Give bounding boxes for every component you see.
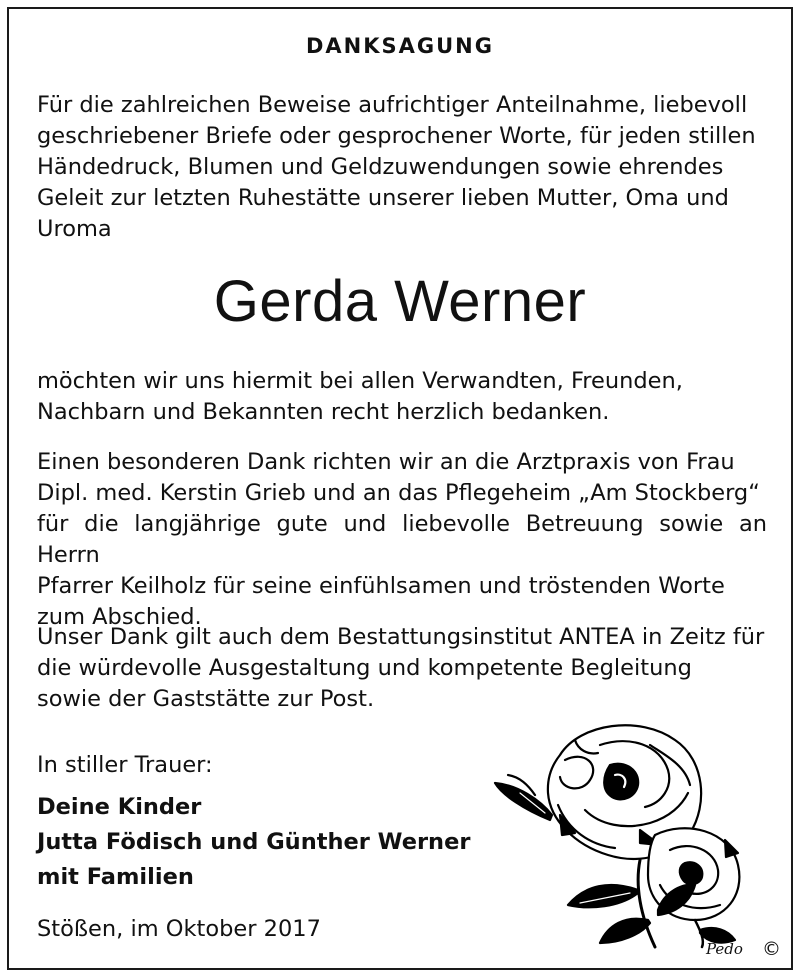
text-line: zum Abschied. (37, 604, 202, 630)
text-line: Unser Dank gilt auch dem Bestattungsinstitut ANTEA in Zeitz für (37, 624, 765, 650)
copyright-symbol: © (762, 938, 781, 960)
text-line: Uroma (37, 216, 112, 242)
text-line: Händedruck, Blumen und Geldzuwendungen sowie ehrendes (37, 154, 724, 180)
notice-heading: DANKSAGUNG (305, 34, 494, 58)
signer-line: mit Familien (37, 864, 194, 890)
mourning-intro: In stiller Trauer: (37, 752, 213, 778)
thanks-paragraph (37, 366, 767, 428)
text-line: Pfarrer Keilholz für seine einfühlsamen und tröstenden Worte (37, 573, 725, 599)
signer-line: Deine Kinder (37, 794, 202, 820)
text-line: geschriebener Briefe oder gesprochener Worte, für jeden stillen (37, 123, 756, 149)
deceased-name: Gerda Werner (213, 269, 587, 334)
text-line: Nachbarn und Bekannten recht herzlich bedanken. (37, 399, 610, 425)
rose-icon (490, 715, 770, 950)
intro-paragraph (37, 90, 767, 245)
artist-signature: Pedo (706, 940, 743, 958)
place-date: Stößen, im Oktober 2017 (37, 916, 321, 942)
funeral-thanks-paragraph (37, 622, 767, 715)
special-thanks-paragraph (37, 447, 767, 633)
signers-block (37, 790, 470, 895)
text-line: die würdevolle Ausgestaltung und kompetente Begleitung (37, 655, 692, 681)
text-line: sowie der Gaststätte zur Post. (37, 686, 375, 712)
text-line: Einen besonderen Dank richten wir an die Arztpraxis von Frau (37, 449, 735, 475)
text-line: möchten wir uns hiermit bei allen Verwandten, Freunden, (37, 368, 683, 394)
text-line: Geleit zur letzten Ruhestätte unserer lieben Mutter, Oma und (37, 185, 729, 211)
text-line: Dipl. med. Kerstin Grieb und an das Pflegeheim „Am Stockberg“ (37, 480, 760, 506)
text-line: Für die zahlreichen Beweise aufrichtiger Anteilnahme, liebevoll (37, 92, 748, 118)
signer-line: Jutta Födisch und Günther Werner (37, 829, 471, 855)
text-line: für die langjährige gute und liebevolle Betreuung sowie an Herrn (37, 511, 767, 568)
